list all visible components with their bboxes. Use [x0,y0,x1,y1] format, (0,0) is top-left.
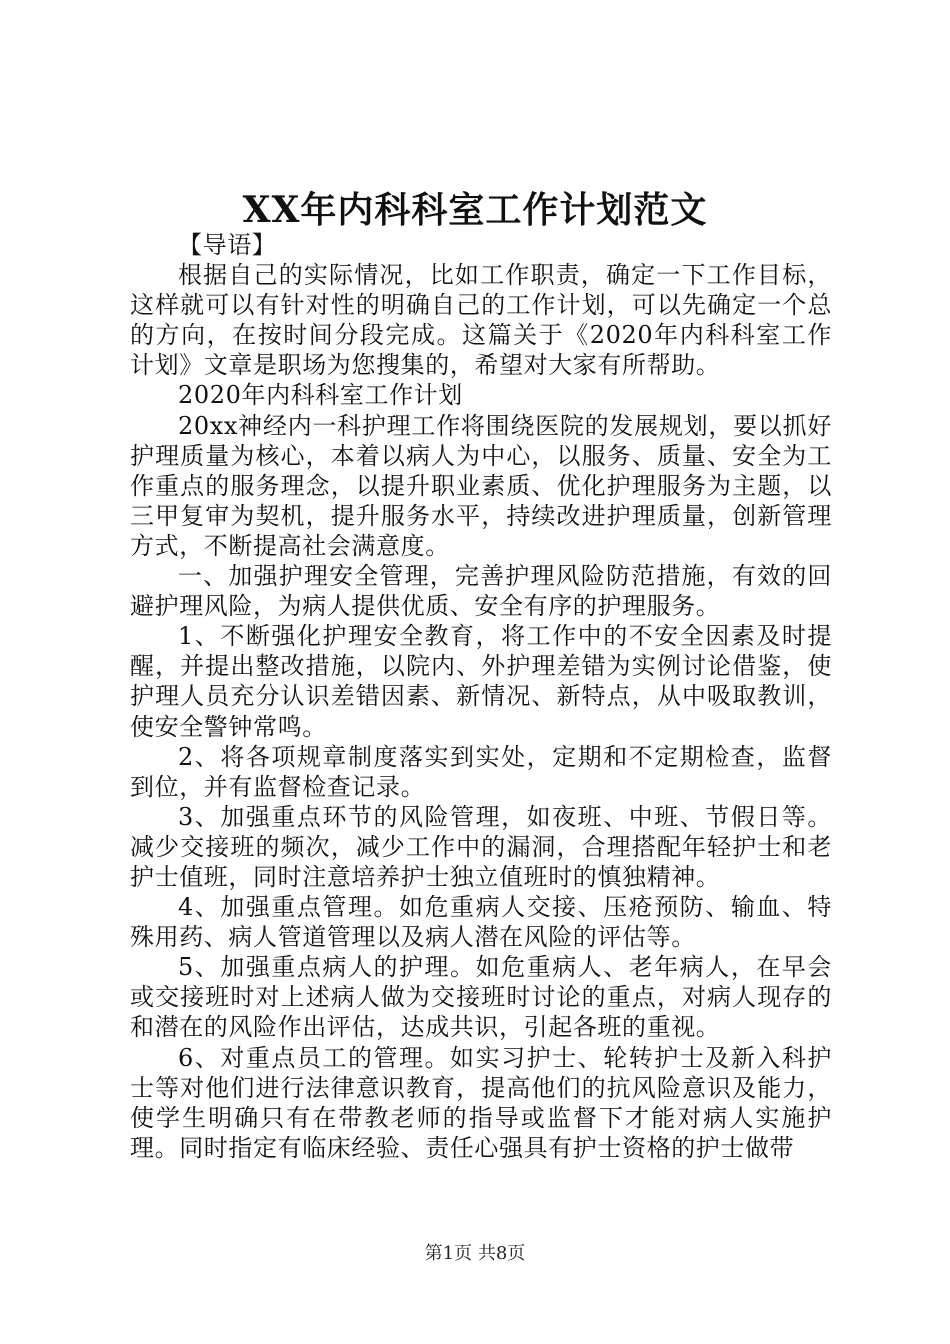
page-footer: 第1页 共8页 [424,1243,526,1264]
overview-paragraph: 20xx神经内一科护理工作将围绕医院的发展规划，要以抓好护理质量为核心，本着以病人为中心，以服务、质量、安全为工作重点的服务理念，以提升职业素质、优化护理服务为主题，以三甲复审为契机，提升服务水平，持续改进护理质量，创新管理方式，不断提高社会满意度。 [130,411,832,560]
document-body [130,230,832,1163]
list-item-2: 2、将各项规章制度落实到实处，定期和不定期检查，监督到位，并有监督检查记录。 [130,742,832,801]
section-one-heading: 一、加强护理安全管理，完善护理风险防范措施，有效的回避护理风险，为病人提供优质、安全有序的护理服务。 [130,562,832,621]
list-item-6: 6、对重点员工的管理。如实习护士、轮转护士及新入科护士等对他们进行法律意识教育，提高他们的抗风险意识及能力，使学生明确只有在带教老师的指导或监督下才能对病人实施护理。同时指定有临床经验、责任心强具有护士资格的护士做带 [130,1043,832,1162]
intro-heading: 【导语】 [178,231,277,259]
list-item-3: 3、加强重点环节的风险管理，如夜班、中班、节假日等。减少交接班的频次，减少工作中的漏洞，合理搭配年轻护士和老护士值班，同时注意培养护士独立值班时的慎独精神。 [130,802,832,891]
document-title: XX年内科科室工作计划范文 [242,189,708,231]
list-item-1: 1、不断强化护理安全教育，将工作中的不安全因素及时提醒，并提出整改措施，以院内、外护理差错为实例讨论借鉴，使护理人员充分认识差错因素、新情况、新特点，从中吸取教训，使安全警钟常鸣。 [130,622,832,741]
list-item-5: 5、加强重点病人的护理。如危重病人、老年病人，在早会或交接班时对上述病人做为交接班时讨论的重点，对病人现存的和潜在的风险作出评估，达成共识，引起各班的重视。 [130,953,832,1042]
plan-heading: 2020年内科科室工作计划 [178,381,463,410]
intro-paragraph: 根据自己的实际情况，比如工作职责，确定一下工作目标，这样就可以有针对性的明确自己的工作计划，可以先确定一个总的方向，在按时间分段完成。这篇关于《2020年内科科室工作计划》文章是职场为您搜集的，希望对大家有所帮助。 [130,261,832,380]
list-item-4: 4、加强重点管理。如危重病人交接、压疮预防、输血、特殊用药、病人管道管理以及病人潜在风险的评估等。 [130,893,832,952]
